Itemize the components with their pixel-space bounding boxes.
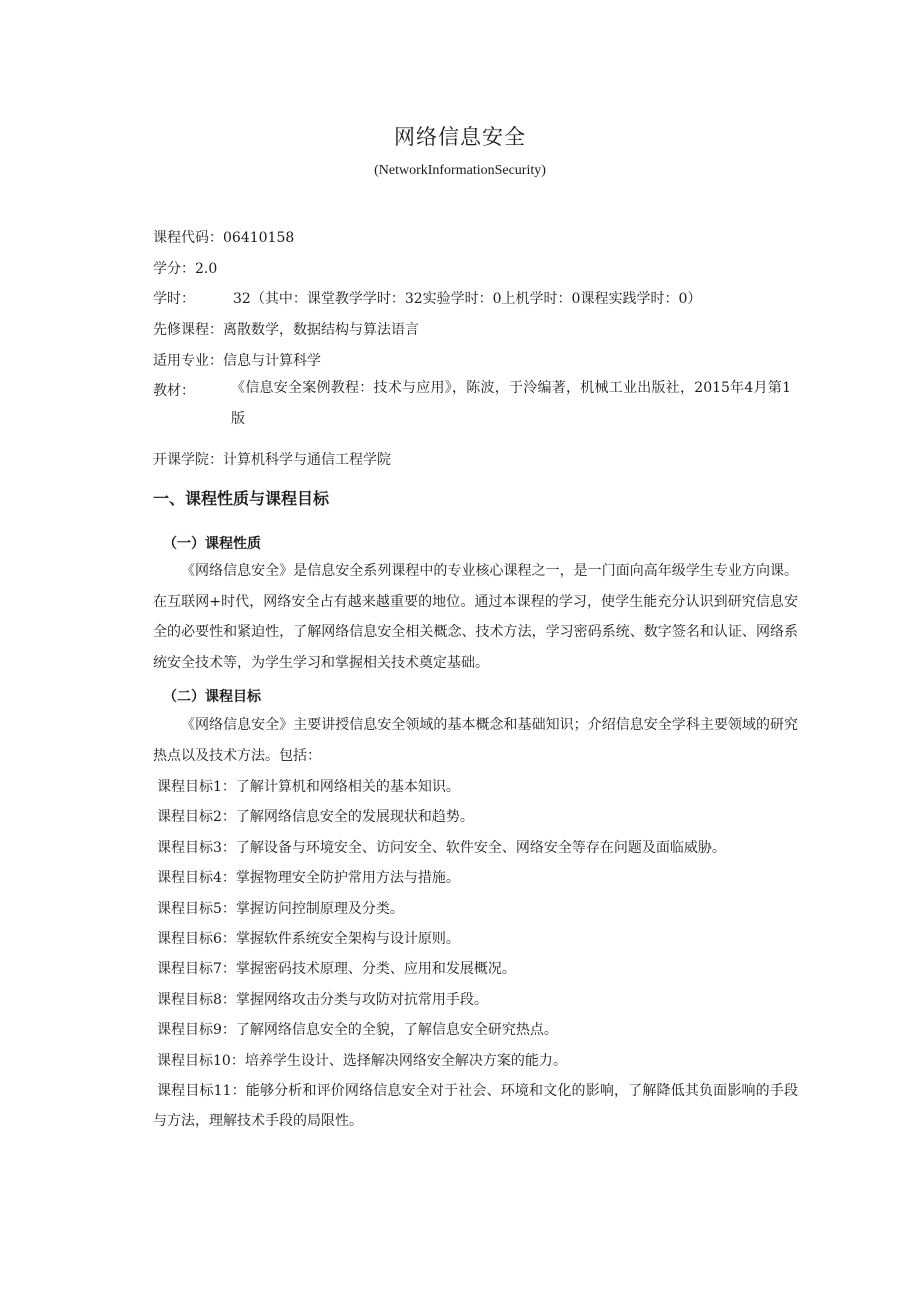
doc-subtitle: (NetworkInformationSecurity) (374, 163, 546, 178)
info-label: 教材： (153, 383, 195, 399)
list-item: 课程目标1：了解计算机和网络相关的基本知识。 (157, 779, 460, 795)
info-prerequisite (153, 319, 419, 339)
info-value: 《信息安全案例教程：技术与应用》，陈波，于泠编著，机械工业出版社，2015年4月第1版 (231, 380, 791, 427)
list-item: 课程目标3：了解设备与环境安全、访问安全、软件安全、网络安全等存在问题及面临威胁。 (157, 839, 726, 856)
info-label: 学时： (153, 291, 195, 307)
list-item: 课程目标11：能够分析和评价网络信息安全对于社会、环境和文化的影响，了解降低其负面影响的手段与方法，理解技术手段的局限性。 (153, 1083, 798, 1130)
list-item: 课程目标2：了解网络信息安全的发展现状和趋势。 (157, 809, 474, 826)
info-course-code (153, 227, 294, 247)
goals-list (153, 772, 798, 1137)
doc-title: 网络信息安全 (394, 125, 526, 149)
info-label: 课程代码： (153, 230, 223, 246)
info-label: 适用专业： (153, 353, 223, 369)
info-value: 信息与计算科学 (223, 353, 321, 369)
info-value: 计算机科学与通信工程学院 (223, 452, 391, 468)
info-label: 先修课程： (153, 322, 223, 338)
nature-paragraph: 《网络信息安全》是信息安全系列课程中的专业核心课程之一，是一门面向高年级学生专业方向课。在互联网+时代，网络安全占有越来越重要的地位。通过本课程的学习，使学生能充分认识到研究信息安全的必要性和紧迫性，了解网络信息安全相关概念、技术方法，学习密码系统、数字签名和认证、网络系统安全技术等，为学生学习和掌握相关技术奠定基础。 (153, 563, 798, 671)
list-item: 课程目标5：掌握访问控制原理及分类。 (157, 900, 404, 917)
info-value: 06410158 (223, 230, 295, 246)
list-item: 课程目标7：掌握密码技术原理、分类、应用和发展概况。 (157, 961, 516, 978)
list-item: 课程目标4：掌握物理安全防护常用方法与措施。 (157, 870, 460, 887)
info-major (153, 350, 321, 370)
list-item: 课程目标9：了解网络信息安全的全貌，了解信息安全研究热点。 (157, 1022, 558, 1039)
info-value: 32（其中：课堂教学学时：32实验学时：0上机学时：0课程实践学时：0） (233, 291, 702, 307)
subsection-heading-nature: （一）课程性质 (163, 536, 261, 552)
list-item: 课程目标10：培养学生设计、选择解决网络安全解决方案的能力。 (157, 1052, 567, 1069)
info-credit (153, 258, 217, 278)
list-item: 课程目标8：掌握网络攻击分类与攻防对抗常用手段。 (157, 991, 488, 1008)
info-hours (153, 288, 701, 308)
info-label: 学分： (153, 261, 195, 277)
list-item: 课程目标6：掌握软件系统安全架构与设计原则。 (157, 931, 460, 948)
info-value: 离散数学，数据结构与算法语言 (223, 322, 419, 338)
section-heading: 一、课程性质与课程目标 (153, 489, 330, 508)
subsection-heading-goals: （二）课程目标 (163, 689, 261, 705)
info-school (153, 449, 391, 469)
info-label: 开课学院： (153, 452, 223, 468)
info-value: 2.0 (195, 261, 218, 277)
goals-intro-paragraph: 《网络信息安全》主要讲授信息安全领域的基本概念和基础知识；介绍信息安全学科主要领域的研究热点以及技术方法。包括： (153, 717, 798, 764)
